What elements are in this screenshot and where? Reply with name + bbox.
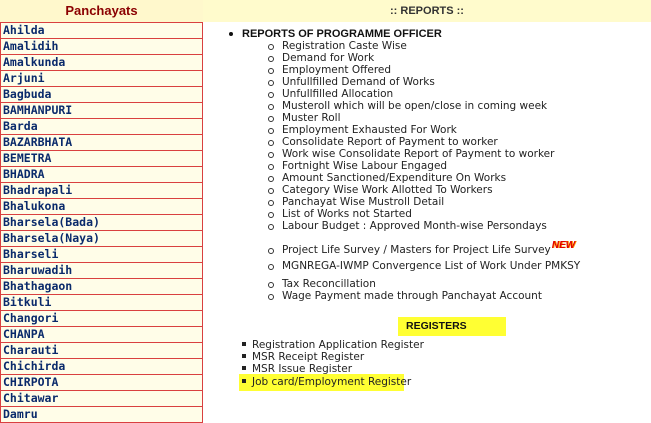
register-link-label[interactable]: Registration Application Register — [252, 339, 424, 351]
panchayat-item[interactable]: Bitkuli — [0, 295, 203, 311]
panchayat-item[interactable]: Bharuwadih — [0, 263, 203, 279]
report-link[interactable] — [282, 124, 457, 136]
report-link-label[interactable]: Employment Offered — [282, 64, 392, 76]
circle-bullet-icon — [268, 294, 274, 300]
panchayat-item[interactable]: Chichirda — [0, 359, 203, 375]
panchayat-item[interactable]: Bharsela(Bada) — [0, 215, 203, 231]
circle-bullet-icon — [268, 176, 274, 182]
report-link-label[interactable]: Work wise Consolidate Report of Payment to worker — [282, 148, 555, 160]
report-link[interactable] — [282, 220, 547, 232]
circle-bullet-icon — [268, 128, 274, 134]
report-link-label[interactable]: Project Life Survey / Masters for Project Life Survey — [282, 244, 551, 256]
report-link[interactable] — [282, 184, 493, 196]
programme-officer-heading — [229, 28, 442, 40]
panchayat-item[interactable]: Barda — [0, 119, 203, 135]
report-link-label[interactable]: Panchayat Wise Mustroll Detail — [282, 196, 445, 208]
circle-bullet-icon — [268, 188, 274, 194]
report-link[interactable] — [282, 64, 391, 76]
square-bullet-icon — [242, 366, 246, 370]
panchayat-item[interactable]: Bhadrapali — [0, 183, 203, 199]
panchayat-item[interactable]: Amalidih — [0, 39, 203, 55]
report-link-label[interactable]: Labour Budget : Approved Month-wise Persondays — [282, 220, 547, 232]
circle-bullet-icon — [268, 212, 274, 218]
report-link[interactable] — [282, 160, 447, 172]
register-link[interactable] — [242, 339, 424, 351]
panchayat-item[interactable]: Chitawar — [0, 391, 203, 407]
report-link[interactable] — [282, 40, 407, 52]
panchayat-item[interactable]: Damru — [0, 407, 203, 423]
report-link[interactable] — [282, 278, 376, 290]
panchayat-item[interactable]: BAZARBHATA — [0, 135, 203, 151]
report-link[interactable] — [282, 52, 374, 64]
report-link-label[interactable]: Tax Reconcillation — [282, 278, 376, 290]
register-link-label[interactable]: Job card/Employment Register — [252, 376, 412, 388]
report-link[interactable] — [282, 112, 341, 124]
report-link-label[interactable]: Employment Exhausted For Work — [282, 124, 457, 136]
circle-bullet-icon — [268, 164, 274, 170]
panchayat-item[interactable]: CHIRPOTA — [0, 375, 203, 391]
circle-bullet-icon — [268, 104, 274, 110]
registers-heading: REGISTERS — [398, 317, 506, 336]
panchayat-item[interactable]: Bhalukona — [0, 199, 203, 215]
reports-panel — [203, 0, 651, 413]
report-link[interactable] — [282, 76, 435, 88]
circle-bullet-icon — [268, 56, 274, 62]
report-link[interactable] — [282, 290, 542, 302]
circle-bullet-icon — [268, 282, 274, 288]
report-link[interactable] — [282, 208, 412, 220]
panchayat-item[interactable]: Bagbuda — [0, 87, 203, 103]
report-link[interactable] — [282, 240, 576, 256]
report-link-label[interactable]: Unfullfilled Demand of Works — [282, 76, 435, 88]
circle-bullet-icon — [268, 44, 274, 50]
programme-officer-heading-text: REPORTS OF PROGRAMME OFFICER — [242, 28, 442, 40]
circle-bullet-icon — [268, 264, 274, 270]
circle-bullet-icon — [268, 92, 274, 98]
report-link-label[interactable]: Demand for Work — [282, 52, 375, 64]
report-link-label[interactable]: Musteroll which will be open/close in coming week — [282, 100, 548, 112]
report-link[interactable] — [282, 100, 547, 112]
panchayat-item[interactable]: BAMHANPURI — [0, 103, 203, 119]
report-link[interactable] — [282, 196, 444, 208]
report-link-label[interactable]: MGNREGA-IWMP Convergence List of Work Under PMKSY — [282, 260, 581, 272]
circle-bullet-icon — [268, 140, 274, 146]
report-link-label[interactable]: Wage Payment made through Panchayat Account — [282, 290, 542, 302]
panchayat-item[interactable]: Bhathagaon — [0, 279, 203, 295]
report-link-label[interactable]: Amount Sanctioned/Expenditure On Works — [282, 172, 507, 184]
panchayat-item[interactable]: BEMETRA — [0, 151, 203, 167]
square-bullet-icon — [242, 379, 246, 383]
circle-bullet-icon — [268, 200, 274, 206]
new-badge: NEW — [551, 240, 576, 251]
register-link-label[interactable]: MSR Issue Register — [252, 363, 353, 375]
panchayat-item[interactable]: Ahilda — [0, 23, 203, 39]
register-link[interactable] — [242, 363, 352, 375]
panchayat-item[interactable]: Arjuni — [0, 71, 203, 87]
panchayat-list-header: Panchayats — [0, 0, 203, 23]
report-link[interactable] — [282, 172, 506, 184]
report-link-label[interactable]: Fortnight Wise Labour Engaged — [282, 160, 448, 172]
panchayat-item[interactable]: Changori — [0, 311, 203, 327]
report-link-label[interactable]: Unfullfilled Allocation — [282, 88, 394, 100]
circle-bullet-icon — [268, 80, 274, 86]
report-link[interactable] — [282, 260, 580, 272]
panchayat-items — [0, 23, 203, 423]
panchayat-item[interactable]: CHANPA — [0, 327, 203, 343]
bullet-icon — [229, 32, 233, 36]
circle-bullet-icon — [268, 224, 274, 230]
report-link-label[interactable]: Registration Caste Wise — [282, 40, 407, 52]
register-link[interactable] — [242, 376, 411, 388]
circle-bullet-icon — [268, 248, 274, 254]
report-link-label[interactable]: List of Works not Started — [282, 208, 412, 220]
report-link[interactable] — [282, 136, 498, 148]
square-bullet-icon — [242, 354, 246, 358]
report-link[interactable] — [282, 88, 393, 100]
square-bullet-icon — [242, 342, 246, 346]
circle-bullet-icon — [268, 152, 274, 158]
report-link-label[interactable]: Category Wise Work Allotted To Workers — [282, 184, 493, 196]
panchayat-item[interactable]: Amalkunda — [0, 55, 203, 71]
report-link-label[interactable]: Muster Roll — [282, 112, 341, 124]
reports-header: :: REPORTS :: — [203, 0, 651, 22]
panchayat-item[interactable]: Charauti — [0, 343, 203, 359]
panchayat-item[interactable]: Bharsela(Naya) — [0, 231, 203, 247]
register-link-label[interactable]: MSR Receipt Register — [252, 351, 365, 363]
report-link[interactable] — [282, 148, 554, 160]
report-link-label[interactable]: Consolidate Report of Payment to worker — [282, 136, 498, 148]
panchayat-list — [0, 0, 203, 421]
panchayat-item[interactable]: Bharseli — [0, 247, 203, 263]
circle-bullet-icon — [268, 68, 274, 74]
panchayat-item[interactable]: BHADRA — [0, 167, 203, 183]
circle-bullet-icon — [268, 116, 274, 122]
register-link[interactable] — [242, 351, 364, 363]
